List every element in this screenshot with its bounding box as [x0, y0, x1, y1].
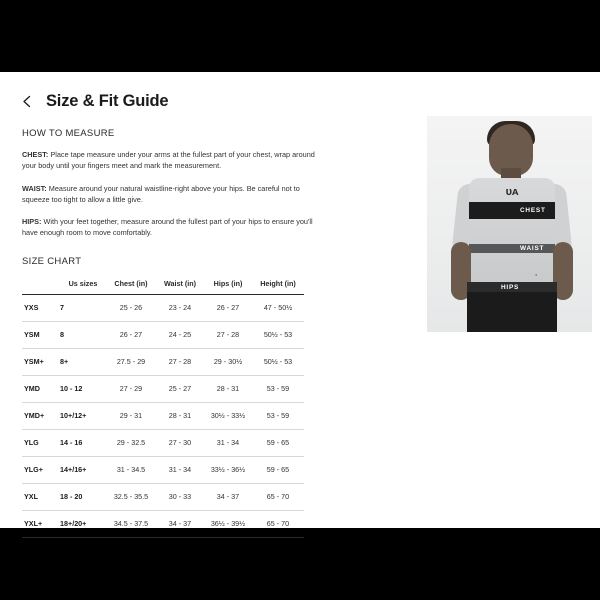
page-content: [0, 114, 600, 538]
cell-waist: 27 - 28: [156, 348, 204, 375]
cell-hips: 29 - 30½: [204, 348, 252, 375]
cell-chest: 29 - 32.5: [106, 429, 156, 456]
back-button[interactable]: [14, 88, 40, 114]
cell-waist: 34 - 37: [156, 510, 204, 537]
size-fit-guide-page: [0, 72, 600, 528]
cell-waist: 24 - 25: [156, 321, 204, 348]
table-row: [22, 294, 304, 321]
chevron-left-icon: [21, 95, 34, 108]
cell-size: YSM: [22, 321, 60, 348]
page-header: [0, 72, 600, 114]
cell-size: YSM+: [22, 348, 60, 375]
size-chart-header: [22, 276, 304, 295]
table-row: [22, 456, 304, 483]
table-row: [22, 429, 304, 456]
page-title: Size & Fit Guide: [46, 91, 169, 110]
table-row: [22, 375, 304, 402]
cell-waist: 27 - 30: [156, 429, 204, 456]
cell-chest: 25 - 26: [106, 294, 156, 321]
cell-chest: 29 - 31: [106, 402, 156, 429]
cell-size: YXS: [22, 294, 60, 321]
measure-item-chest-text: Place tape measure under your arms at the fullest part of your chest, wrap around your body until your fingers meet and mark the measurement.: [22, 150, 315, 171]
table-header-row: [22, 276, 304, 295]
cell-waist: 28 - 31: [156, 402, 204, 429]
cell-chest: 27.5 - 29: [106, 348, 156, 375]
cell-waist: 30 - 33: [156, 483, 204, 510]
photo-small-mark: ●: [535, 272, 538, 277]
cell-us: 18 - 20: [60, 483, 106, 510]
photo-hips-label: HIPS: [501, 284, 520, 291]
measure-item-chest-label: CHEST:: [22, 150, 49, 159]
cell-size: YMD+: [22, 402, 60, 429]
cell-chest: 26 - 27: [106, 321, 156, 348]
cell-waist: 31 - 34: [156, 456, 204, 483]
col-header-waist: Waist (in): [156, 276, 204, 295]
cell-us: 14 - 16: [60, 429, 106, 456]
cell-height: 65 - 70: [252, 483, 304, 510]
table-row: [22, 348, 304, 375]
measure-item-waist-label: WAIST:: [22, 183, 47, 193]
cell-hips: 30½ - 33½: [204, 402, 252, 429]
measure-item-hips: [22, 216, 322, 239]
cell-us: 14+/16+: [60, 456, 106, 483]
cell-height: 65 - 70: [252, 510, 304, 537]
model-measurement-photo: [427, 116, 592, 332]
cell-us: 18+/20+: [60, 510, 106, 537]
brand-logo-icon: ᴜᴀ: [505, 186, 519, 198]
cell-hips: 34 - 37: [204, 483, 252, 510]
size-chart-table: [22, 276, 304, 538]
cell-hips: 28 - 31: [204, 375, 252, 402]
cell-chest: 32.5 - 35.5: [106, 483, 156, 510]
how-to-measure-heading: HOW TO MEASURE: [22, 128, 115, 139]
cell-waist: 23 - 24: [156, 294, 204, 321]
cell-hips: 36½ - 39½: [204, 510, 252, 537]
cell-height: 47 - 50½: [252, 294, 304, 321]
col-header-us-sizes: Us sizes: [60, 276, 106, 295]
size-chart-body: [22, 294, 304, 537]
table-row: [22, 510, 304, 537]
cell-height: 59 - 65: [252, 456, 304, 483]
photo-waist-label: WAIST: [520, 245, 545, 252]
cell-waist: 25 - 27: [156, 375, 204, 402]
measure-item-waist-text: Measure around your natural waistline-right above your hips. Be careful not to squeeze too tight to allow a little give.: [22, 183, 300, 204]
cell-size: YLG+: [22, 456, 60, 483]
cell-height: 50½ - 53: [252, 321, 304, 348]
cell-height: 53 - 59: [252, 402, 304, 429]
cell-size: YXL: [22, 483, 60, 510]
cell-us: 7: [60, 294, 106, 321]
col-header-chest: Chest (in): [106, 276, 156, 295]
measure-item-chest: [22, 149, 322, 172]
measure-item-waist: [22, 183, 322, 206]
how-to-measure-list: [22, 149, 322, 239]
col-header-height: Height (in): [252, 276, 304, 295]
col-header-hips: Hips (in): [204, 276, 252, 295]
cell-hips: 27 - 28: [204, 321, 252, 348]
cell-us: 8+: [60, 348, 106, 375]
table-row: [22, 402, 304, 429]
table-row: [22, 321, 304, 348]
cell-us: 8: [60, 321, 106, 348]
measure-item-hips-label: HIPS:: [22, 217, 42, 227]
table-row: [22, 483, 304, 510]
cell-hips: 33½ - 36½: [204, 456, 252, 483]
cell-size: YMD: [22, 375, 60, 402]
photo-chest-label: CHEST: [520, 207, 546, 214]
cell-chest: 34.5 - 37.5: [106, 510, 156, 537]
measure-item-hips-text: With your feet together, measure around the fullest part of your hips to ensure you'll have enough room to move comfortably.: [22, 217, 313, 238]
cell-height: 59 - 65: [252, 429, 304, 456]
cell-chest: 27 - 29: [106, 375, 156, 402]
col-header-size: [22, 276, 60, 295]
size-chart-heading: SIZE CHART: [22, 255, 82, 267]
cell-hips: 31 - 34: [204, 429, 252, 456]
cell-size: YXL+: [22, 510, 60, 537]
cell-us: 10+/12+: [60, 402, 106, 429]
cell-height: 53 - 59: [252, 375, 304, 402]
cell-height: 50½ - 53: [252, 348, 304, 375]
cell-size: YLG: [22, 429, 60, 456]
cell-hips: 26 - 27: [204, 294, 252, 321]
cell-us: 10 - 12: [60, 375, 106, 402]
cell-chest: 31 - 34.5: [106, 456, 156, 483]
